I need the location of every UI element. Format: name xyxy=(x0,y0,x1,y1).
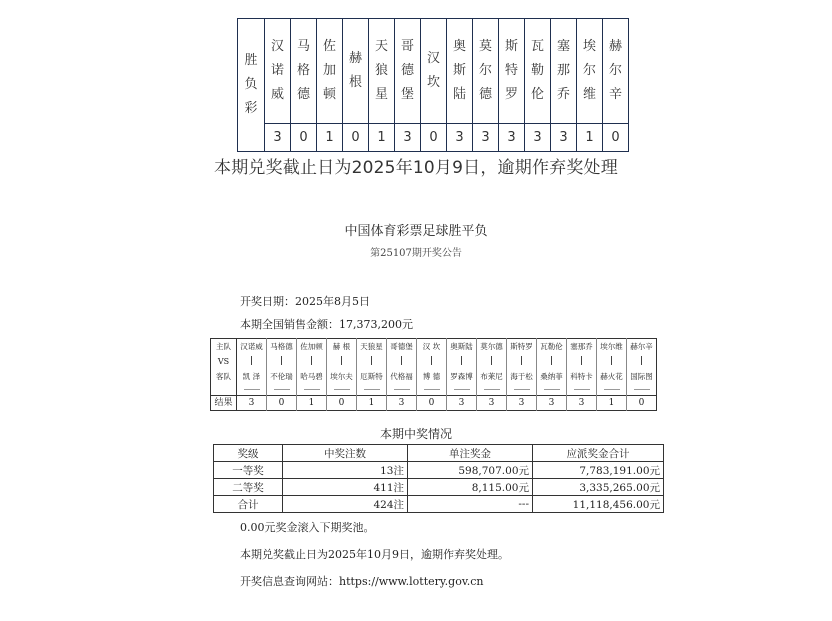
result-cell: 3 xyxy=(525,124,551,152)
prize-level: 二等奖 xyxy=(214,479,283,496)
vs-divider xyxy=(417,353,447,369)
away-team: 布莱尼 xyxy=(477,369,507,383)
vs-divider xyxy=(357,353,387,369)
result-cell: 3 xyxy=(473,124,499,152)
separator-line xyxy=(627,383,657,396)
deadline-notice: 本期兑奖截止日为2025年10月9日，逾期作弃奖处理 xyxy=(214,158,618,178)
home-team-row xyxy=(211,339,657,354)
result-cell: 0 xyxy=(291,124,317,152)
team-name-char: 奥 xyxy=(452,39,466,54)
home-team: 奥斯陆 xyxy=(447,339,477,354)
vs-label: VS xyxy=(211,353,237,369)
team-name-cell xyxy=(525,19,551,124)
home-team: 天狼星 xyxy=(357,339,387,354)
result-cell: 3 xyxy=(395,124,421,152)
home-team: 赫 根 xyxy=(327,339,357,354)
result-cell: 1 xyxy=(317,124,343,152)
team-name-char: 根 xyxy=(348,75,362,90)
away-team: 哈马碧 xyxy=(297,369,327,383)
team-name-char: 斯 xyxy=(452,63,466,78)
away-team-row xyxy=(211,369,657,383)
team-name-cell xyxy=(473,19,499,124)
team-name-char: 斯 xyxy=(504,39,518,54)
prize-total: 3,335,265.00元 xyxy=(533,479,664,496)
separator-line xyxy=(237,383,267,396)
team-name-char: 狼 xyxy=(374,63,388,78)
prize-header: 中奖注数 xyxy=(283,445,408,462)
team-name-char: 赫 xyxy=(348,51,362,66)
result-row xyxy=(238,124,629,152)
home-team: 汉 坎 xyxy=(417,339,447,354)
team-name-char: 那 xyxy=(556,63,570,78)
deadline-note: 本期兑奖截止日为2025年10月9日，逾期作弃奖处理。 xyxy=(240,548,509,561)
separator-line xyxy=(327,383,357,396)
team-name-cell xyxy=(499,19,525,124)
result-cell: 1 xyxy=(369,124,395,152)
team-name-char: 德 xyxy=(478,87,492,102)
away-label: 客队 xyxy=(211,369,237,383)
separator-line xyxy=(417,383,447,396)
team-name-char: 陆 xyxy=(452,87,466,102)
away-team: 科特卡 xyxy=(567,369,597,383)
separator-row xyxy=(211,383,657,396)
team-name-cell xyxy=(577,19,603,124)
separator-line xyxy=(567,383,597,396)
team-name-char: 顿 xyxy=(322,87,336,102)
team-name-cell xyxy=(603,19,629,124)
prize-single: 8,115.00元 xyxy=(408,479,533,496)
home-team: 斯特罗 xyxy=(507,339,537,354)
prize-total: 7,783,191.00元 xyxy=(533,462,664,479)
separator-line xyxy=(447,383,477,396)
team-name-char: 格 xyxy=(296,63,310,78)
match-result: 1 xyxy=(297,396,327,411)
prize-header: 应派奖金合计 xyxy=(533,445,664,462)
vs-divider xyxy=(237,353,267,369)
team-name-char: 威 xyxy=(270,87,284,102)
prize-row xyxy=(214,479,664,496)
match-result: 3 xyxy=(237,396,267,411)
result-cell: 3 xyxy=(551,124,577,152)
match-result: 3 xyxy=(387,396,417,411)
separator-line xyxy=(477,383,507,396)
prize-single: 598,707.00元 xyxy=(408,462,533,479)
prize-level: 一等奖 xyxy=(214,462,283,479)
away-team: 厄斯特 xyxy=(357,369,387,383)
team-name-char: 汉 xyxy=(270,39,284,54)
prize-row xyxy=(214,462,664,479)
match-result: 3 xyxy=(507,396,537,411)
team-name-cell xyxy=(369,19,395,124)
match-result: 3 xyxy=(537,396,567,411)
team-name-cell xyxy=(343,19,369,124)
team-name-char: 德 xyxy=(400,63,414,78)
prize-header: 单注奖金 xyxy=(408,445,533,462)
match-result: 0 xyxy=(267,396,297,411)
team-name-char: 辛 xyxy=(608,87,622,102)
match-result-row xyxy=(211,396,657,411)
team-name-char: 赫 xyxy=(608,39,622,54)
team-name-char: 加 xyxy=(322,63,336,78)
match-result: 1 xyxy=(357,396,387,411)
separator-line xyxy=(387,383,417,396)
sales-amount: 本期全国销售金额：17,373,200元 xyxy=(240,318,413,331)
vs-row xyxy=(211,353,657,369)
away-team: 桑纳菲 xyxy=(537,369,567,383)
results-table xyxy=(237,18,629,152)
result-cell: 3 xyxy=(499,124,525,152)
match-result: 1 xyxy=(597,396,627,411)
lottery-label-char: 彩 xyxy=(244,101,258,116)
prize-level: 合计 xyxy=(214,496,283,513)
vs-divider xyxy=(327,353,357,369)
team-name-char: 诺 xyxy=(270,63,284,78)
lottery-label-char: 胜 xyxy=(244,53,258,68)
vs-divider xyxy=(627,353,657,369)
separator-line xyxy=(267,383,297,396)
team-name-char: 星 xyxy=(374,87,388,102)
away-team: 凯 泽 xyxy=(237,369,267,383)
home-team: 埃尔维 xyxy=(597,339,627,354)
prize-heading: 本期中奖情况 xyxy=(379,427,452,441)
away-team: 国际图 xyxy=(627,369,657,383)
result-cell: 3 xyxy=(265,124,291,152)
result-cell: 0 xyxy=(343,124,369,152)
result-cell: 0 xyxy=(603,124,629,152)
prize-count: 411注 xyxy=(283,479,408,496)
team-name-char: 莫 xyxy=(478,39,492,54)
away-team: 博 德 xyxy=(417,369,447,383)
team-name-char: 塞 xyxy=(556,39,570,54)
match-result: 0 xyxy=(417,396,447,411)
lottery-label-cell xyxy=(238,19,265,152)
separator-line xyxy=(357,383,387,396)
match-result: 0 xyxy=(327,396,357,411)
vs-divider xyxy=(297,353,327,369)
team-name-char: 汉 xyxy=(426,51,440,66)
team-name-cell xyxy=(317,19,343,124)
vs-divider xyxy=(267,353,297,369)
team-name-cell xyxy=(447,19,473,124)
team-name-char: 瓦 xyxy=(530,39,544,54)
team-name-char: 埃 xyxy=(582,39,596,54)
announcement-title: 中国体育彩票足球胜平负 xyxy=(344,224,488,239)
away-team: 海于松 xyxy=(507,369,537,383)
prize-row xyxy=(214,496,664,513)
vs-divider xyxy=(507,353,537,369)
separator-line xyxy=(597,383,627,396)
separator-line xyxy=(537,383,567,396)
team-name-char: 佐 xyxy=(322,39,336,54)
team-name-cell xyxy=(291,19,317,124)
home-team: 塞那乔 xyxy=(567,339,597,354)
away-team: 赫火花 xyxy=(597,369,627,383)
result-label: 结果 xyxy=(211,396,237,411)
away-team: 埃尔夫 xyxy=(327,369,357,383)
team-name-char: 乔 xyxy=(556,87,570,102)
match-table xyxy=(210,338,657,411)
vs-divider xyxy=(387,353,417,369)
match-result: 3 xyxy=(447,396,477,411)
match-result: 3 xyxy=(477,396,507,411)
team-name-cell xyxy=(265,19,291,124)
vs-divider xyxy=(537,353,567,369)
rollover-note: 0.00元奖金滚入下期奖池。 xyxy=(240,521,375,534)
home-team: 哥德堡 xyxy=(387,339,417,354)
team-name-char: 尔 xyxy=(478,63,492,78)
team-name-cell xyxy=(551,19,577,124)
prize-total: 11,118,456.00元 xyxy=(533,496,664,513)
team-name-char: 特 xyxy=(504,63,518,78)
team-name-char: 天 xyxy=(374,39,388,54)
away-team: 代格福 xyxy=(387,369,417,383)
team-name-char: 勒 xyxy=(530,63,544,78)
team-name-char: 尔 xyxy=(582,63,596,78)
home-team: 马格德 xyxy=(267,339,297,354)
match-result: 0 xyxy=(627,396,657,411)
team-name-cell xyxy=(395,19,421,124)
team-name-char: 维 xyxy=(582,87,596,102)
separator-line xyxy=(507,383,537,396)
match-result: 3 xyxy=(567,396,597,411)
vs-divider xyxy=(597,353,627,369)
home-team: 瓦勒伦 xyxy=(537,339,567,354)
home-team: 佐加顿 xyxy=(297,339,327,354)
separator-line xyxy=(297,383,327,396)
away-team: 不伦瑞 xyxy=(267,369,297,383)
prize-table xyxy=(213,444,664,513)
vs-divider xyxy=(477,353,507,369)
vs-divider xyxy=(567,353,597,369)
team-name-char: 马 xyxy=(296,39,310,54)
prize-header: 奖级 xyxy=(214,445,283,462)
home-team: 赫尔辛 xyxy=(627,339,657,354)
website-note: 开奖信息查询网站：https://www.lottery.gov.cn xyxy=(240,575,484,588)
team-name-cell xyxy=(421,19,447,124)
result-cell: 0 xyxy=(421,124,447,152)
lottery-label-char: 负 xyxy=(244,77,258,92)
vs-divider xyxy=(447,353,477,369)
draw-date: 开奖日期：2025年8月5日 xyxy=(240,295,370,308)
team-name-char: 罗 xyxy=(504,87,518,102)
away-team: 罗森博 xyxy=(447,369,477,383)
result-cell: 3 xyxy=(447,124,473,152)
home-team: 莫尔德 xyxy=(477,339,507,354)
home-team: 汉诺威 xyxy=(237,339,267,354)
home-label: 主队 xyxy=(211,339,237,354)
prize-count: 424注 xyxy=(283,496,408,513)
team-name-char: 哥 xyxy=(400,39,414,54)
team-name-char: 尔 xyxy=(608,63,622,78)
team-name-char: 德 xyxy=(296,87,310,102)
team-name-char: 伦 xyxy=(530,87,544,102)
announcement-subtitle: 第25107期开奖公告 xyxy=(370,248,462,259)
prize-count: 13注 xyxy=(283,462,408,479)
prize-header-row xyxy=(214,445,664,462)
team-name-char: 坎 xyxy=(426,75,440,90)
team-row xyxy=(238,19,629,124)
result-cell: 1 xyxy=(577,124,603,152)
prize-single: --- xyxy=(408,496,533,513)
team-name-char: 堡 xyxy=(400,87,414,102)
